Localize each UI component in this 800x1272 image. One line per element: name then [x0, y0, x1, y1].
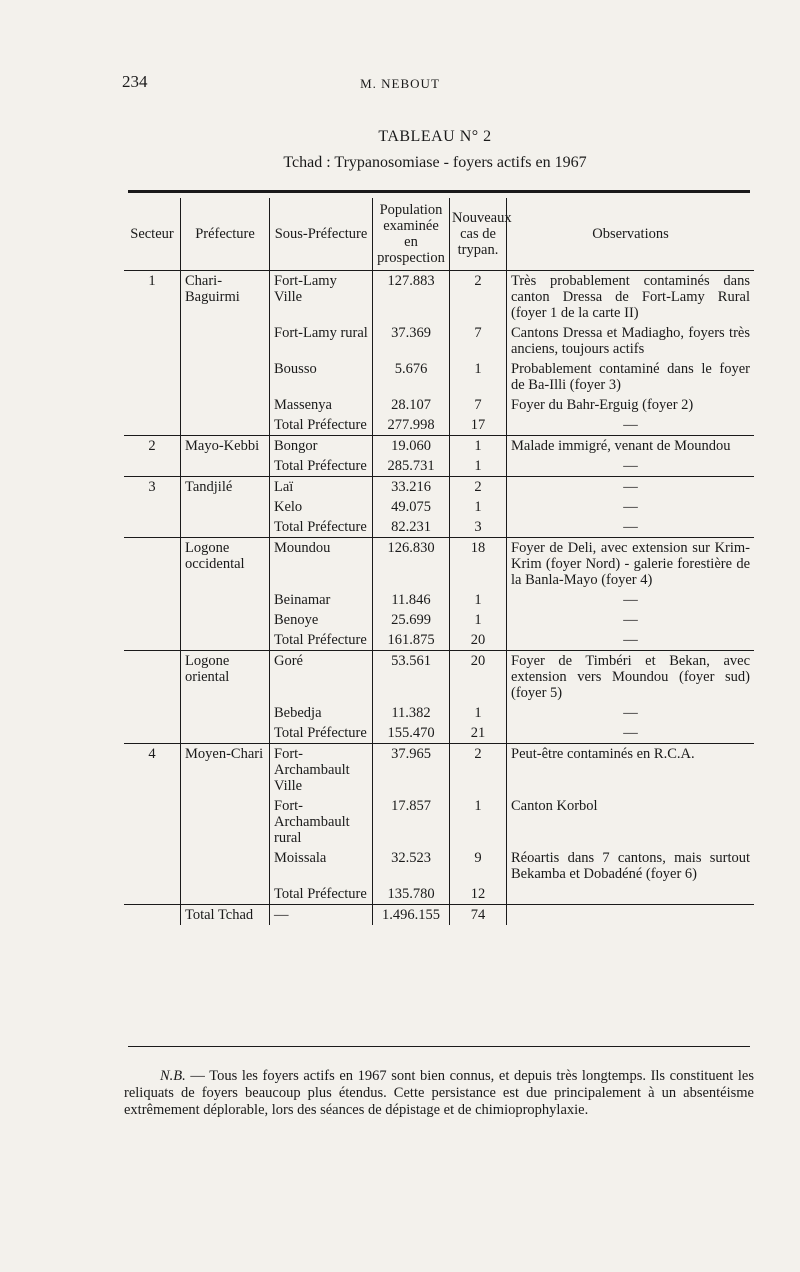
cell-sous-prefecture: Moissala [270, 848, 373, 884]
table-row [124, 905, 754, 926]
cell-observations: — [507, 456, 755, 477]
table-row [124, 415, 754, 436]
cell-nouveaux-cas: 1 [450, 456, 507, 477]
cell-sous-prefecture: Total Préfecture [270, 517, 373, 538]
cell-prefecture [181, 703, 270, 723]
cell-nouveaux-cas: 1 [450, 610, 507, 630]
cell-prefecture [181, 456, 270, 477]
cell-nouveaux-cas: 20 [450, 651, 507, 704]
cell-nouveaux-cas: 1 [450, 590, 507, 610]
cell-secteur [124, 538, 181, 591]
cell-nouveaux-cas: 1 [450, 497, 507, 517]
cell-nouveaux-cas: 7 [450, 323, 507, 359]
cell-secteur [124, 456, 181, 477]
cell-prefecture [181, 848, 270, 884]
col-header-secteur: Secteur [130, 226, 174, 242]
cell-nouveaux-cas: 17 [450, 415, 507, 436]
cell-prefecture [181, 359, 270, 395]
cell-observations: Peut-être contaminés en R.C.A. [507, 744, 755, 797]
cell-population: 277.998 [373, 415, 450, 436]
cell-prefecture: Chari-Baguirmi [181, 271, 270, 324]
cell-nouveaux-cas: 18 [450, 538, 507, 591]
footnote-label: N.B. [160, 1068, 186, 1084]
cell-observations: Cantons Dressa et Madiagho, foyers très anciens, toujours actifs [507, 323, 755, 359]
cell-population: 17.857 [373, 796, 450, 848]
cell-observations: — [507, 497, 755, 517]
cell-nouveaux-cas: 12 [450, 884, 507, 905]
cell-population: 127.883 [373, 271, 450, 324]
cell-observations: — [507, 517, 755, 538]
cell-secteur [124, 723, 181, 744]
cell-sous-prefecture: Fort-Lamy Ville [270, 271, 373, 324]
cell-prefecture: Logone occidental [181, 538, 270, 591]
cell-population: 161.875 [373, 630, 450, 651]
table-top-rule [128, 190, 750, 193]
cell-prefecture [181, 610, 270, 630]
cell-sous-prefecture: Massenya [270, 395, 373, 415]
cell-population: 53.561 [373, 651, 450, 704]
table-row [124, 590, 754, 610]
cell-observations [507, 905, 755, 926]
cell-observations [507, 884, 755, 905]
cell-prefecture [181, 415, 270, 436]
table-row [124, 477, 754, 498]
cell-sous-prefecture: Laï [270, 477, 373, 498]
cell-population: 19.060 [373, 436, 450, 457]
table-row [124, 538, 754, 591]
cell-secteur [124, 884, 181, 905]
table-row [124, 848, 754, 884]
col-header-population: Population examinée en prospection [373, 198, 450, 271]
cell-observations: Très probablement contaminés dans canton Dressa de Fort-Lamy Rural (foyer 1 de la carte II) [507, 271, 755, 324]
cell-observations: Foyer de Timbéri et Bekan, avec extension vers Moundou (foyer sud) (foyer 5) [507, 651, 755, 704]
cell-secteur [124, 359, 181, 395]
table-row [124, 271, 754, 324]
table-row [124, 497, 754, 517]
cell-population: 37.965 [373, 744, 450, 797]
col-header-prefecture: Préfecture [181, 198, 270, 271]
cell-prefecture [181, 323, 270, 359]
table-title: TABLEAU N° 2 [378, 128, 492, 145]
cell-secteur [124, 905, 181, 926]
table-bottom-rule [128, 1046, 750, 1047]
cell-observations: — [507, 723, 755, 744]
cell-nouveaux-cas: 1 [450, 703, 507, 723]
cell-nouveaux-cas: 7 [450, 395, 507, 415]
cell-prefecture [181, 590, 270, 610]
cell-secteur [124, 796, 181, 848]
table-row [124, 517, 754, 538]
cell-sous-prefecture: Beinamar [270, 590, 373, 610]
cell-secteur: 1 [148, 273, 156, 289]
cell-nouveaux-cas: 2 [450, 477, 507, 498]
cell-nouveaux-cas: 74 [450, 905, 507, 926]
cell-population: 155.470 [373, 723, 450, 744]
cell-prefecture [181, 497, 270, 517]
cell-sous-prefecture: Total Préfecture [270, 415, 373, 436]
cell-sous-prefecture: Bebedja [270, 703, 373, 723]
cell-population: 11.846 [373, 590, 450, 610]
cell-prefecture [181, 630, 270, 651]
table-row [124, 884, 754, 905]
cell-observations: — [507, 610, 755, 630]
cell-population: 37.369 [373, 323, 450, 359]
cell-prefecture [181, 723, 270, 744]
cell-observations: — [507, 415, 755, 436]
cell-observations: Foyer de Deli, avec extension sur Krim-Krim (foyer Nord) - galerie forestière de la Banla-Mayo (foyer 4) [507, 538, 755, 591]
cell-nouveaux-cas: 9 [450, 848, 507, 884]
cell-secteur [124, 848, 181, 884]
cell-nouveaux-cas: 2 [450, 271, 507, 324]
cell-population: 82.231 [373, 517, 450, 538]
cell-prefecture: Logone oriental [181, 651, 270, 704]
cell-prefecture: Total Tchad [181, 905, 270, 926]
cell-nouveaux-cas: 21 [450, 723, 507, 744]
table-row [124, 359, 754, 395]
cell-observations: Canton Korbol [507, 796, 755, 848]
cell-prefecture [181, 517, 270, 538]
cell-sous-prefecture: Moundou [270, 538, 373, 591]
table-row [124, 610, 754, 630]
table-row [124, 395, 754, 415]
cell-sous-prefecture: Total Préfecture [270, 456, 373, 477]
cell-nouveaux-cas: 3 [450, 517, 507, 538]
table-row [124, 323, 754, 359]
cell-sous-prefecture: — [270, 905, 373, 926]
cell-population: 32.523 [373, 848, 450, 884]
page-number: 234 [122, 72, 148, 91]
table-row [124, 723, 754, 744]
cell-population: 11.382 [373, 703, 450, 723]
cell-secteur [124, 395, 181, 415]
table-header-row [124, 198, 754, 271]
table-row [124, 456, 754, 477]
cell-prefecture [181, 395, 270, 415]
cell-sous-prefecture: Goré [270, 651, 373, 704]
cell-sous-prefecture: Total Préfecture [270, 630, 373, 651]
cell-observations: — [507, 590, 755, 610]
cell-nouveaux-cas: 1 [450, 796, 507, 848]
cell-secteur [124, 651, 181, 704]
cell-observations: Malade immigré, venant de Moundou [507, 436, 755, 457]
cell-prefecture [181, 796, 270, 848]
cell-nouveaux-cas: 1 [450, 436, 507, 457]
cell-nouveaux-cas: 20 [450, 630, 507, 651]
cell-sous-prefecture: Total Préfecture [270, 884, 373, 905]
cell-secteur [124, 610, 181, 630]
footnote-text: — Tous les foyers actifs en 1967 sont bien connus, et depuis très longtemps. Ils constituent les reliquats de foyers beaucoup plus étendus. Cette persistance est due principalement à un absentéisme extrêmement déplorable, lors des séances de dépistage et de chimioprophylaxie. [124, 1068, 755, 1118]
cell-observations: — [507, 630, 755, 651]
cell-population: 126.830 [373, 538, 450, 591]
data-table [124, 198, 754, 925]
cell-population: 135.780 [373, 884, 450, 905]
cell-prefecture: Moyen-Chari [181, 744, 270, 797]
cell-secteur [124, 590, 181, 610]
cell-prefecture: Mayo-Kebbi [181, 436, 270, 457]
cell-secteur [124, 703, 181, 723]
cell-sous-prefecture: Bousso [270, 359, 373, 395]
cell-secteur [124, 630, 181, 651]
cell-sous-prefecture: Bongor [270, 436, 373, 457]
cell-prefecture [181, 884, 270, 905]
cell-sous-prefecture: Fort-Archambault Ville [270, 744, 373, 797]
cell-population: 285.731 [373, 456, 450, 477]
cell-secteur [124, 323, 181, 359]
col-header-nouveaux-cas: Nouveaux cas de trypan. [450, 198, 507, 271]
cell-sous-prefecture: Fort-Archambault rural [270, 796, 373, 848]
cell-population: 28.107 [373, 395, 450, 415]
table-row [124, 796, 754, 848]
cell-secteur [124, 517, 181, 538]
cell-nouveaux-cas: 2 [450, 744, 507, 797]
cell-secteur: 4 [148, 746, 156, 762]
col-header-sous-prefecture: Sous-Préfecture [270, 198, 373, 271]
cell-population: 1.496.155 [373, 905, 450, 926]
cell-observations: Probablement contaminé dans le foyer de Ba-Illi (foyer 3) [507, 359, 755, 395]
table-row [124, 744, 754, 797]
cell-sous-prefecture: Total Préfecture [270, 723, 373, 744]
cell-secteur [124, 497, 181, 517]
cell-nouveaux-cas: 1 [450, 359, 507, 395]
cell-population: 49.075 [373, 497, 450, 517]
cell-observations: Réoartis dans 7 cantons, mais surtout Bekamba et Dobadéné (foyer 6) [507, 848, 755, 884]
cell-secteur [124, 415, 181, 436]
cell-population: 5.676 [373, 359, 450, 395]
col-header-observations: Observations [507, 198, 755, 271]
table-row [124, 436, 754, 457]
cell-secteur: 2 [148, 438, 156, 454]
cell-secteur: 3 [148, 479, 156, 495]
table-row [124, 651, 754, 704]
footnote [124, 1068, 754, 1119]
cell-sous-prefecture: Benoye [270, 610, 373, 630]
cell-prefecture: Tandjilé [181, 477, 270, 498]
cell-sous-prefecture: Fort-Lamy rural [270, 323, 373, 359]
table-row [124, 630, 754, 651]
running-header-author: M. NEBOUT [360, 76, 440, 91]
table-subtitle: Tchad : Trypanosomiase - foyers actifs en 1967 [283, 154, 587, 171]
cell-observations: — [507, 703, 755, 723]
cell-sous-prefecture: Kelo [270, 497, 373, 517]
table-row [124, 703, 754, 723]
cell-observations: — [507, 477, 755, 498]
cell-population: 25.699 [373, 610, 450, 630]
cell-population: 33.216 [373, 477, 450, 498]
cell-observations: Foyer du Bahr-Erguig (foyer 2) [507, 395, 755, 415]
